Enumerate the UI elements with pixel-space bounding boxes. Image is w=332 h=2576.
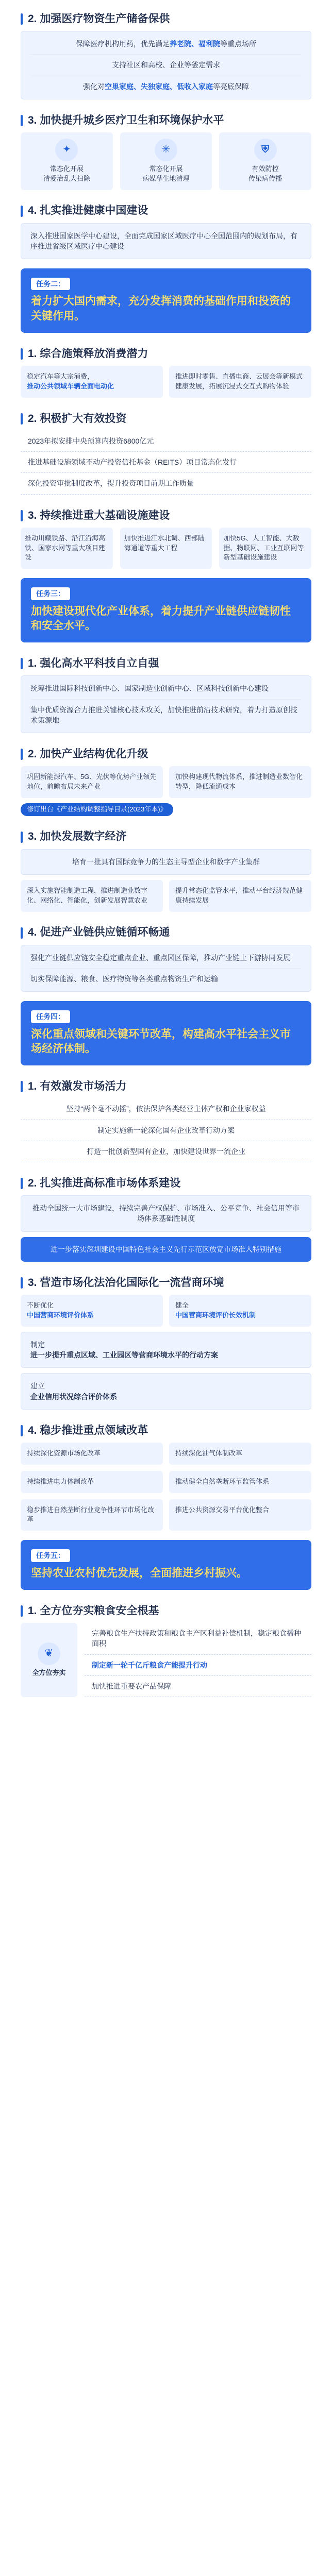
reform-cell: 推进公共资源交易平台优化整合 (169, 1499, 311, 1531)
env-grid (21, 1295, 311, 1327)
health-item-text: 常态化开展 清爱治乱大扫除 (43, 164, 90, 182)
section-title (21, 1172, 311, 1195)
broom-icon: ✦ (55, 139, 78, 161)
title-bar (21, 206, 23, 217)
title-text: 3. 持续推进重大基础设施建设 (28, 509, 170, 521)
env-verb: 建立 (30, 1382, 45, 1391)
invest-line: 推进基础设施领域不动产投资信托基金（REITS）项目常态化发行 (21, 452, 311, 473)
med-line1-pre: 保障医疗机构用药，优先满足 (76, 40, 170, 48)
grain-label-box (21, 1623, 77, 1697)
consume-grid (21, 366, 311, 398)
title-bar (21, 1178, 23, 1189)
env-verb: 制定 (30, 1340, 45, 1349)
invest-line: 2023年拟安排中央预算内投资6800亿元 (21, 431, 311, 452)
wheat-icon: ❦ (38, 1642, 60, 1665)
task-banner (21, 578, 311, 642)
section-title (21, 825, 311, 849)
med-line1 (30, 39, 302, 49)
med-line1-post: 等重点场所 (220, 40, 256, 48)
task-title: 坚持农业农村优先发展，全面推进乡村振兴。 (31, 1567, 247, 1579)
task-title: 着力扩大国内需求，充分发挥消费的基础作用和投资的关键作用。 (31, 295, 291, 322)
reform-cell: 稳步推进自然垄断行业竞争性环节市场化改革 (21, 1499, 163, 1531)
env-object: 进一步提升重点区域、工业园区等营商环境水平的行动方案 (30, 1351, 218, 1359)
task-banner (21, 268, 311, 333)
med-line2: 支持社区和高校、企业等釜定需求 (112, 61, 220, 70)
tech-line: 集中优质资源合力推进关键核心技术攻关，加快推进前沿技术研究，着力打造原创技术策源地 (30, 705, 297, 724)
reform-cell: 持续深化资源市场化改革 (21, 1443, 163, 1465)
env-box-wide (21, 1373, 311, 1410)
title-bar (21, 749, 23, 760)
med-line3-post: 等亮底保障 (213, 82, 249, 91)
section-title (21, 1075, 311, 1098)
title-bar (21, 115, 23, 126)
grain-line: 完善粮食生产扶持政策和粮食主产区利益补偿机制，稳定粮食播种面积 (85, 1623, 311, 1655)
section-title (21, 407, 311, 431)
health-card (21, 223, 311, 260)
digital-left: 深入实施智能制造工程，推进制造业数字化、网络化、智能化，创新发展智慧农业 (21, 880, 163, 912)
section-title (21, 109, 311, 132)
title-text: 4. 稳步推进重点领域改革 (28, 1424, 148, 1436)
consume-left (21, 366, 163, 398)
infra-item: 加快5G、人工智能、大数据、物联网、工业互联网等新型基础设施建设 (219, 528, 311, 569)
invest-line: 深化投资审批制度改革，提升投资项目前期工作质量 (21, 473, 311, 494)
title-text: 1. 全方位夯实粮食安全根基 (28, 1604, 159, 1617)
grain-line: 加快推进重要农产品保障 (85, 1676, 311, 1697)
digital-grid (21, 880, 311, 912)
env-verb: 不断优化 (27, 1301, 54, 1310)
shield-icon: ⛨ (254, 139, 277, 161)
section-title (21, 1271, 311, 1295)
med-line3-highlight: 空巢家庭、失独家庭、低收入家庭 (105, 82, 213, 91)
health-item (21, 132, 113, 190)
env-box (21, 1295, 163, 1327)
title-bar (21, 1277, 23, 1289)
title-text: 2. 加强医疗物资生产储备保供 (28, 12, 170, 25)
env-object: 中国营商环境评价体系 (27, 1311, 94, 1319)
health-item (120, 132, 212, 190)
title-bar (21, 927, 23, 939)
med-line1-highlight: 养老院、福利院 (170, 40, 220, 48)
title-bar (21, 658, 23, 669)
bug-icon: ✳ (155, 139, 177, 161)
med-line3-pre: 强化对 (83, 82, 105, 91)
task-title: 加快建设现代化产业体系，着力提升产业链供应链韧性和安全水平。 (31, 605, 291, 632)
title-text: 2. 积极扩大有效投资 (28, 412, 127, 425)
env-box-wide (21, 1332, 311, 1368)
title-bar (21, 510, 23, 521)
title-text: 3. 营造市场化法治化国际化一流营商环境 (28, 1276, 224, 1289)
supply-line: 强化产业链供应链安全稳定重点企业、重点园区保障，推动产业链上下游协同发展 (30, 953, 290, 962)
consume-right (169, 366, 311, 398)
section-title (21, 342, 311, 366)
title-bar (21, 13, 23, 25)
section-title (21, 652, 311, 675)
industry-left: 巩固新能源汽车、5G、光伏等优势产业领先地位，前瞻布局未来产业 (21, 766, 163, 798)
task-tag: 任务三： (31, 587, 70, 600)
env-verb: 健全 (175, 1301, 189, 1310)
grain-lines (85, 1623, 311, 1697)
section-title (21, 1419, 311, 1443)
section-title (21, 504, 311, 528)
title-bar (21, 1425, 23, 1436)
title-text: 1. 有效激发市场活力 (28, 1080, 127, 1093)
industry-note: 修订出台《产业结构调整指导目录(2023年本)》 (21, 803, 173, 816)
health-card-text: 深入推进国家医学中心建设，全面完成国家区域医疗中心全国范围内的规划布局，有序推进省级区域医疗中心建设 (30, 231, 297, 250)
section-title (21, 7, 311, 31)
health-items (21, 132, 311, 190)
env-object: 企业信用状况综合评价体系 (30, 1392, 117, 1401)
digital-center (21, 849, 311, 875)
section-title (21, 742, 311, 766)
supply-card (21, 945, 311, 992)
infra-item: 推动川藏铁路、沿江沿海高铁、国家水网等重大项目建设 (21, 528, 113, 569)
title-bar (21, 348, 23, 360)
infra-item: 加快推进江水北调、西部陆海通道等重大工程 (120, 528, 212, 569)
title-bar (21, 1081, 23, 1092)
market-line: 制定实施新一轮深化国有企业改革行动方案 (21, 1120, 311, 1141)
tech-card (21, 675, 311, 733)
task-banner (21, 1001, 311, 1065)
title-bar (21, 832, 23, 843)
title-text: 1. 强化高水平科技自立自强 (28, 657, 159, 670)
grain-label: 全方位夯实 (32, 1668, 66, 1676)
industry-grid (21, 766, 311, 798)
health-item-text: 有效防控 传染病传播 (248, 164, 283, 182)
med-card (21, 31, 311, 99)
env-box (169, 1295, 311, 1327)
title-text: 2. 加快产业结构优化升级 (28, 748, 148, 760)
consume-left2: 推动公共领域车辆全面电动化 (27, 382, 114, 390)
title-text: 3. 加快提升城乡医疗卫生和环境保护水平 (28, 114, 224, 126)
industry-right: 加快构建现代物流体系，推进制造业数智化转型，降低流通成本 (169, 766, 311, 798)
health-item (219, 132, 311, 190)
section-title (21, 1599, 311, 1623)
digital-right: 提升常态化监管水平，推动平台经济规范健康持续发展 (169, 880, 311, 912)
digital-center-text: 培育一批具有国际竞争力的生态主导型企业和数字产业集群 (72, 857, 260, 866)
med-line3 (30, 81, 302, 92)
unified-card (21, 1195, 311, 1232)
tech-line: 统筹推进国际科技创新中心、国家制造业创新中心、区域科技创新中心建设 (30, 684, 269, 693)
grain-line: 制定新一轮千亿斤粮食产能提升行动 (85, 1655, 311, 1676)
title-bar (21, 1605, 23, 1617)
task-banner (21, 1540, 311, 1590)
task-tag: 任务四： (31, 1010, 70, 1023)
section-title (21, 921, 311, 945)
infra-items (21, 528, 311, 569)
reform-cell: 持续推进电力体制改革 (21, 1471, 163, 1493)
unified-highlight: 进一步落实深圳建设中国特色社会主义先行示范区放宽市场准入特别措施 (21, 1237, 311, 1262)
market-line: 打造一批创新型国有企业，加快建设世界一流企业 (21, 1141, 311, 1162)
consume-right1: 推进即时零售、直播电商、云展会等新模式健康发展，拓展沉浸式交互式购物体验 (175, 372, 303, 390)
health-item-text: 常态化开展 病媒孳生地清理 (142, 164, 190, 182)
consume-left1: 稳定汽车等大宗消费， (27, 372, 94, 381)
supply-line: 切实保障能源、粮食、医疗物资等各类重点物资生产和运输 (30, 974, 218, 983)
task-tag: 任务五： (31, 1549, 70, 1562)
title-text: 1. 综合施策释放消费潜力 (28, 347, 148, 360)
title-text: 4. 促进产业链供应链循环畅通 (28, 926, 170, 939)
env-object: 中国营商环境评价长效机制 (175, 1311, 256, 1319)
task-tag: 任务二： (31, 278, 70, 290)
title-bar (21, 413, 23, 425)
reform-cell: 持续深化油气体制改革 (169, 1443, 311, 1465)
reform-cell: 推动健全自然垄断环节监管体系 (169, 1471, 311, 1493)
title-text: 3. 加快发展数字经济 (28, 831, 127, 843)
unified-line: 推动全国统一大市场建设，持续完善产权保护、市场准入、公平竞争、社会信用等市场体系基础性制度 (32, 1204, 300, 1223)
section-title (21, 199, 311, 223)
market-line: 坚持“两个毫不动摇”，依法保护各类经营主体产权和企业家权益 (21, 1098, 311, 1120)
reform-grid (21, 1443, 311, 1531)
grain-block (21, 1623, 311, 1697)
title-text: 2. 扎实推进高标准市场体系建设 (28, 1177, 181, 1189)
title-text: 4. 扎实推进健康中国建设 (28, 205, 148, 217)
task-title: 深化重点领域和关键环节改革，构建高水平社会主义市场经济体制。 (31, 1028, 291, 1055)
